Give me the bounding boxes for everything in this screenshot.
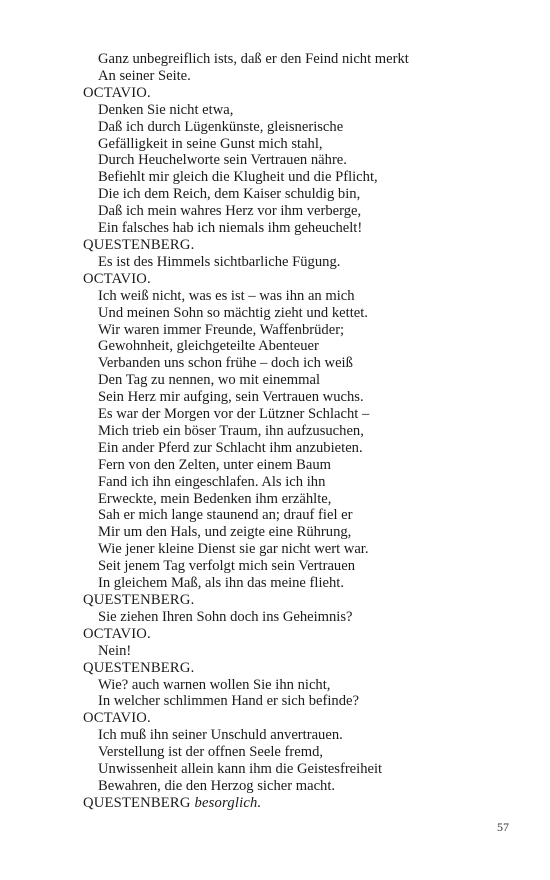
verse-text: Die ich dem Reich, dem Kaiser schuldig bin,: [98, 186, 361, 203]
verse-text: Sah er mich lange staunend an; drauf fiel er: [98, 507, 353, 524]
verse-line: [83, 186, 523, 203]
verse-text: Gefälligkeit in seine Gunst mich stahl,: [98, 135, 323, 152]
speaker-label: QUESTENBERG: [83, 794, 191, 811]
verse-text: Sein Herz mir aufging, sein Vertrauen wuchs.: [98, 389, 364, 406]
verse-line: [83, 761, 523, 778]
speaker-name: [83, 85, 523, 102]
verse-line: [83, 575, 523, 592]
verse-line: [83, 169, 523, 186]
verse-line: [83, 423, 523, 440]
verse-line: [83, 51, 523, 68]
verse-text: Mich trieb ein böser Traum, ihn aufzusuchen,: [98, 422, 364, 439]
verse-line: [83, 744, 523, 761]
speaker-name: [83, 660, 523, 677]
verse-text: Ich muß ihn seiner Unschuld anvertrauen.: [98, 727, 343, 744]
verse-text: Ich weiß nicht, was es ist – was ihn an mich: [98, 287, 355, 304]
verse-line: [83, 440, 523, 457]
verse-line: [83, 372, 523, 389]
verse-text: In welcher schlimmen Hand er sich befinde?: [98, 693, 359, 710]
speaker-name: [83, 271, 523, 288]
verse-text: Sie ziehen Ihren Sohn doch ins Geheimnis?: [98, 608, 353, 625]
verse-line: [83, 355, 523, 372]
verse-text: Erweckte, mein Bedenken ihm erzählte,: [98, 490, 332, 507]
verse-text: Befiehlt mir gleich die Klugheit und die Pflicht,: [98, 169, 378, 186]
speaker-name: [83, 237, 523, 254]
verse-line: [83, 288, 523, 305]
speaker-label: QUESTENBERG.: [83, 236, 195, 253]
speaker-name: [83, 592, 523, 609]
verse-line: [83, 338, 523, 355]
verse-line: [83, 677, 523, 694]
verse-text: Wir waren immer Freunde, Waffenbrüder;: [98, 321, 345, 338]
verse-line: [83, 254, 523, 271]
speaker-name: [83, 626, 523, 643]
speaker-label: OCTAVIO.: [83, 270, 151, 287]
verse-text: Ein ander Pferd zur Schlacht ihm anzubieten.: [98, 439, 363, 456]
verse-line: [83, 693, 523, 710]
speaker-name: [83, 795, 523, 812]
verse-text: Den Tag zu nennen, wo mit einemmal: [98, 372, 321, 389]
verse-text: Es war der Morgen vor der Lützner Schlacht –: [98, 406, 370, 423]
verse-text: Denken Sie nicht etwa,: [98, 101, 234, 118]
verse-line: [83, 643, 523, 660]
verse-line: [83, 220, 523, 237]
verse-line: [83, 102, 523, 119]
verse-line: [83, 727, 523, 744]
speaker-name: [83, 710, 523, 727]
verse-text: Daß ich mein wahres Herz vor ihm verberge,: [98, 203, 362, 220]
verse-text: Durch Heuchelworte sein Vertrauen nähre.: [98, 152, 347, 169]
verse-line: [83, 541, 523, 558]
verse-text: In gleichem Maß, als ihn das meine flieht.: [98, 575, 344, 592]
verse-text: Verbanden uns schon frühe – doch ich weiß: [98, 355, 353, 372]
speaker-label: OCTAVIO.: [83, 84, 151, 101]
verse-line: [83, 68, 523, 85]
verse-text: Seit jenem Tag verfolgt mich sein Vertrauen: [98, 558, 355, 575]
speaker-label: QUESTENBERG.: [83, 592, 195, 608]
verse-line: [83, 609, 523, 626]
verse-text: Fern von den Zelten, unter einem Baum: [98, 456, 332, 473]
verse-line: [83, 524, 523, 541]
verse-line: [83, 322, 523, 339]
verse-line: [83, 119, 523, 136]
verse-text: Verstellung ist der offnen Seele fremd,: [98, 744, 324, 761]
verse-text: Ganz unbegreiflich ists, daß er den Feind nicht merkt: [98, 51, 409, 67]
verse-line: [83, 457, 523, 474]
verse-text: Es ist des Himmels sichtbarliche Fügung.: [98, 253, 341, 270]
verse-line: [83, 474, 523, 491]
verse-text: Wie? auch warnen wollen Sie ihn nicht,: [98, 676, 331, 693]
verse-line: [83, 778, 523, 795]
verse-line: [83, 152, 523, 169]
verse-line: [83, 507, 523, 524]
verse-line: [83, 406, 523, 423]
verse-text: Mir um den Hals, und zeigte eine Rührung,: [98, 524, 352, 541]
verse-text: An seiner Seite.: [98, 67, 191, 84]
verse-text: Bewahren, die den Herzog sicher macht.: [98, 777, 336, 794]
verse-line: [83, 558, 523, 575]
verse-line: [83, 491, 523, 508]
speaker-label: OCTAVIO.: [83, 710, 151, 727]
verse-line: [83, 203, 523, 220]
verse-text: Wie jener kleine Dienst sie gar nicht wert war.: [98, 541, 369, 558]
speaker-label: QUESTENBERG.: [83, 659, 195, 676]
verse-line: [83, 389, 523, 406]
verse-text: Ein falsches hab ich niemals ihm geheuchelt!: [98, 220, 363, 237]
verse-text: Unwissenheit allein kann ihm die Geistesfreiheit: [98, 761, 383, 778]
verse-text: Gewohnheit, gleichgeteilte Abenteuer: [98, 338, 319, 355]
speaker-label: OCTAVIO.: [83, 625, 151, 642]
verse-text: Fand ich ihn eingeschlafen. Als ich ihn: [98, 473, 326, 490]
verse-text: Daß ich durch Lügenkünste, gleisnerische: [98, 118, 344, 135]
page-number: 57: [497, 820, 509, 834]
verse-line: [83, 136, 523, 153]
stage-direction: besorglich.: [194, 794, 262, 811]
play-text: [83, 51, 523, 812]
verse-text: Und meinen Sohn so mächtig zieht und kettet.: [98, 304, 368, 321]
verse-line: [83, 305, 523, 322]
verse-text: Nein!: [98, 642, 132, 659]
